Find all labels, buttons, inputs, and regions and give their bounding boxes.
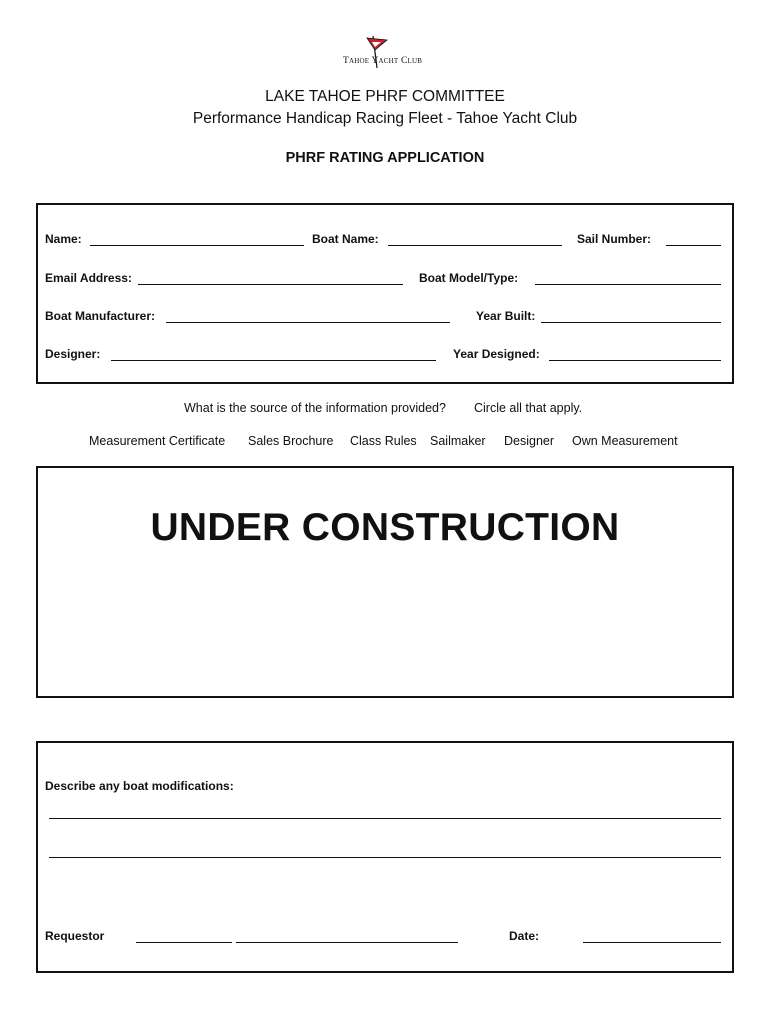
- logo-text: Tahoe Yacht Club: [343, 56, 423, 66]
- boat-info-box: [36, 203, 734, 384]
- tahoe-yacht-club-logo: [335, 34, 435, 78]
- manufacturer-label: Boat Manufacturer:: [45, 309, 156, 323]
- date-field[interactable]: [583, 942, 721, 943]
- sail-number-field[interactable]: [666, 245, 721, 246]
- boat-name-label: Boat Name:: [312, 232, 379, 246]
- email-field[interactable]: [138, 284, 403, 285]
- option-sailmaker[interactable]: Sailmaker: [430, 434, 486, 448]
- option-own-measurement[interactable]: Own Measurement: [572, 434, 678, 448]
- option-sales-brochure[interactable]: Sales Brochure: [248, 434, 334, 448]
- designer-label: Designer:: [45, 347, 101, 361]
- committee-title: LAKE TAHOE PHRF COMMITTEE: [265, 88, 505, 105]
- year-built-label: Year Built:: [476, 309, 536, 323]
- modifications-line-2[interactable]: [49, 857, 721, 858]
- requestor-field-short[interactable]: [136, 942, 232, 943]
- page-title: PHRF RATING APPLICATION: [285, 150, 485, 166]
- year-designed-field[interactable]: [549, 360, 721, 361]
- option-designer[interactable]: Designer: [504, 434, 555, 448]
- committee-subtitle: Performance Handicap Racing Fleet - Tahoe Yacht Club: [192, 110, 578, 127]
- boat-name-field[interactable]: [388, 245, 562, 246]
- year-designed-label: Year Designed:: [453, 347, 540, 361]
- email-label: Email Address:: [45, 271, 132, 285]
- source-instruction: Circle all that apply.: [474, 401, 583, 415]
- option-class-rules[interactable]: Class Rules: [350, 434, 417, 448]
- option-measurement-certificate[interactable]: Measurement Certificate: [89, 434, 226, 448]
- source-question: What is the source of the information provided?: [184, 401, 446, 415]
- modifications-line-1[interactable]: [49, 818, 721, 819]
- year-built-field[interactable]: [541, 322, 721, 323]
- sail-number-label: Sail Number:: [577, 232, 652, 246]
- date-label: Date:: [509, 929, 540, 943]
- modifications-label: Describe any boat modifications:: [45, 779, 234, 793]
- designer-field[interactable]: [111, 360, 436, 361]
- boat-model-label: Boat Model/Type:: [419, 271, 519, 285]
- requestor-label: Requestor: [45, 929, 105, 943]
- under-construction-box: [36, 466, 734, 698]
- requestor-field[interactable]: [236, 942, 458, 943]
- boat-model-field[interactable]: [535, 284, 721, 285]
- manufacturer-field[interactable]: [166, 322, 450, 323]
- name-field[interactable]: [90, 245, 304, 246]
- under-construction-heading: UNDER CONSTRUCTION: [150, 506, 620, 549]
- name-label: Name:: [45, 232, 82, 246]
